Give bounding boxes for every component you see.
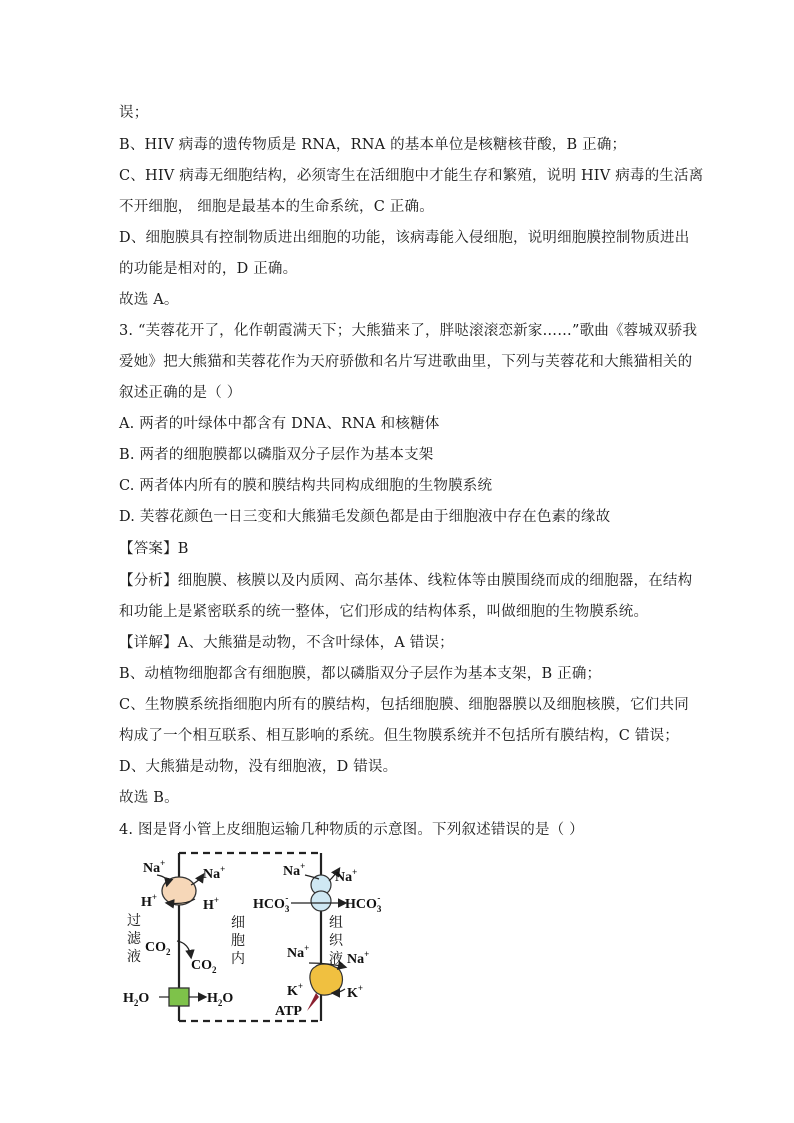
text-line: 爱她》把大熊猫和芙蓉花作为天府骄傲和名片写进歌曲里，下列与芙蓉花和大熊猫相关的	[119, 354, 693, 370]
text-line: A. 两者的叶绿体中都含有 DNA、RNA 和核糖体	[119, 416, 440, 432]
text-line: 和功能上是紧密联系的统一整体，它们形成的结构体系，叫做细胞的生物膜系统。	[119, 604, 649, 620]
text-line: C、生物膜系统指细胞内所有的膜结构，包括细胞膜、细胞器膜以及细胞核膜，它们共同	[119, 697, 689, 713]
label-co2-out: $CO_2$	[145, 940, 171, 957]
kidney-tubule-cell-diagram	[119, 845, 399, 1035]
filtrate-label-3: 液	[127, 950, 141, 965]
diagram-labels	[123, 858, 382, 1019]
text-line: 不开细胞， 细胞是最基本的生命系统，C 正确。	[119, 199, 434, 215]
tissue-fluid-label-1: 组	[329, 916, 343, 931]
text-line: 【答案】B	[119, 541, 189, 557]
intracellular-label-2: 胞	[231, 934, 245, 949]
tissue-fluid-label-3: 液	[329, 952, 343, 967]
intracellular-label-1: 细	[231, 916, 245, 931]
label-na-pump-in: Na+	[287, 943, 310, 961]
label-atp: ATP	[275, 1004, 302, 1019]
text-line: 3. “芙蓉花开了，化作朝霞满天下；大熊猫来了，胖哒滚滚恋新家……”歌曲《蓉城双骄我	[119, 323, 698, 339]
arrow-na-into-cell	[191, 875, 203, 885]
label-na-right-out: Na+	[335, 867, 358, 885]
label-na-left-in: Na+	[203, 864, 226, 882]
text-line: C. 两者体内所有的膜和膜结构共同构成细胞的生物膜系统	[119, 478, 493, 494]
text-line: 叙述正确的是（ ）	[119, 385, 242, 401]
water-channel	[169, 988, 189, 1006]
intracellular-label-3: 内	[231, 952, 245, 967]
text-line: 【分析】细胞膜、核膜以及内质网、高尔基体、线粒体等由膜围绕而成的细胞器，在结构	[119, 573, 693, 589]
text-line: B. 两者的细胞膜都以磷脂双分子层作为基本支架	[119, 447, 434, 463]
tissue-fluid-label-2: 织	[329, 934, 343, 949]
label-h2o-in: $H_2O$	[207, 991, 234, 1008]
na-hco3-cotransporter-bottom	[311, 891, 331, 911]
text-line: 4. 图是肾小管上皮细胞运输几种物质的示意图。下列叙述错误的是（ ）	[119, 822, 584, 838]
filtrate-label-1: 过	[127, 914, 141, 929]
label-na-right-in: Na+	[283, 861, 306, 879]
text-line: 故选 B。	[119, 790, 179, 806]
text-line: B、动植物细胞都含有细胞膜，都以磷脂双分子层作为基本支架，B 正确；	[119, 666, 602, 682]
label-hco3-in: $HCO_3-$	[253, 893, 290, 914]
label-hco3-out: $HCO_3-$	[345, 893, 382, 914]
text-line: 故选 A。	[119, 292, 179, 308]
label-k-pump-in: K+	[287, 981, 304, 999]
text-line: D、大熊猫是动物，没有细胞液，D 错误。	[119, 759, 398, 775]
label-h-left-out: H+	[141, 892, 158, 910]
text-line: C、HIV 病毒无细胞结构，必须寄生在活细胞中才能生存和繁殖，说明 HIV 病毒的生活离	[119, 168, 704, 184]
label-na-pump-out: Na+	[347, 949, 370, 967]
text-line: 构成了一个相互联系、相互影响的系统。但生物膜系统并不包括所有膜结构，C 错误；	[119, 728, 680, 744]
filtrate-label-2: 滤	[127, 932, 141, 947]
na-k-pump	[310, 964, 343, 995]
label-k-pump-out: K+	[347, 983, 364, 1001]
text-line: 的功能是相对的，D 正确。	[119, 261, 298, 277]
label-h2o-out: $H_2O$	[123, 991, 150, 1008]
label-h-left-in: H+	[203, 895, 220, 913]
transport-diagram-svg	[119, 845, 399, 1035]
text-line: D. 芙蓉花颜色一日三变和大熊猫毛发颜色都是由于细胞液中存在色素的缘故	[119, 509, 611, 525]
text-line: B、HIV 病毒的遗传物质是 RNA，RNA 的基本单位是核糖核苷酸，B 正确；	[119, 137, 627, 153]
atp-arrow	[307, 993, 319, 1011]
label-co2-in: $CO_2$	[191, 958, 217, 975]
text-line: 误；	[119, 105, 149, 121]
label-na-left-out: Na+	[143, 858, 166, 876]
text-line: 【详解】A、大熊猫是动物，不含叶绿体，A 错误；	[119, 635, 454, 651]
text-line: D、细胞膜具有控制物质进出细胞的功能，该病毒能入侵细胞，说明细胞膜控制物质进出	[119, 230, 690, 246]
